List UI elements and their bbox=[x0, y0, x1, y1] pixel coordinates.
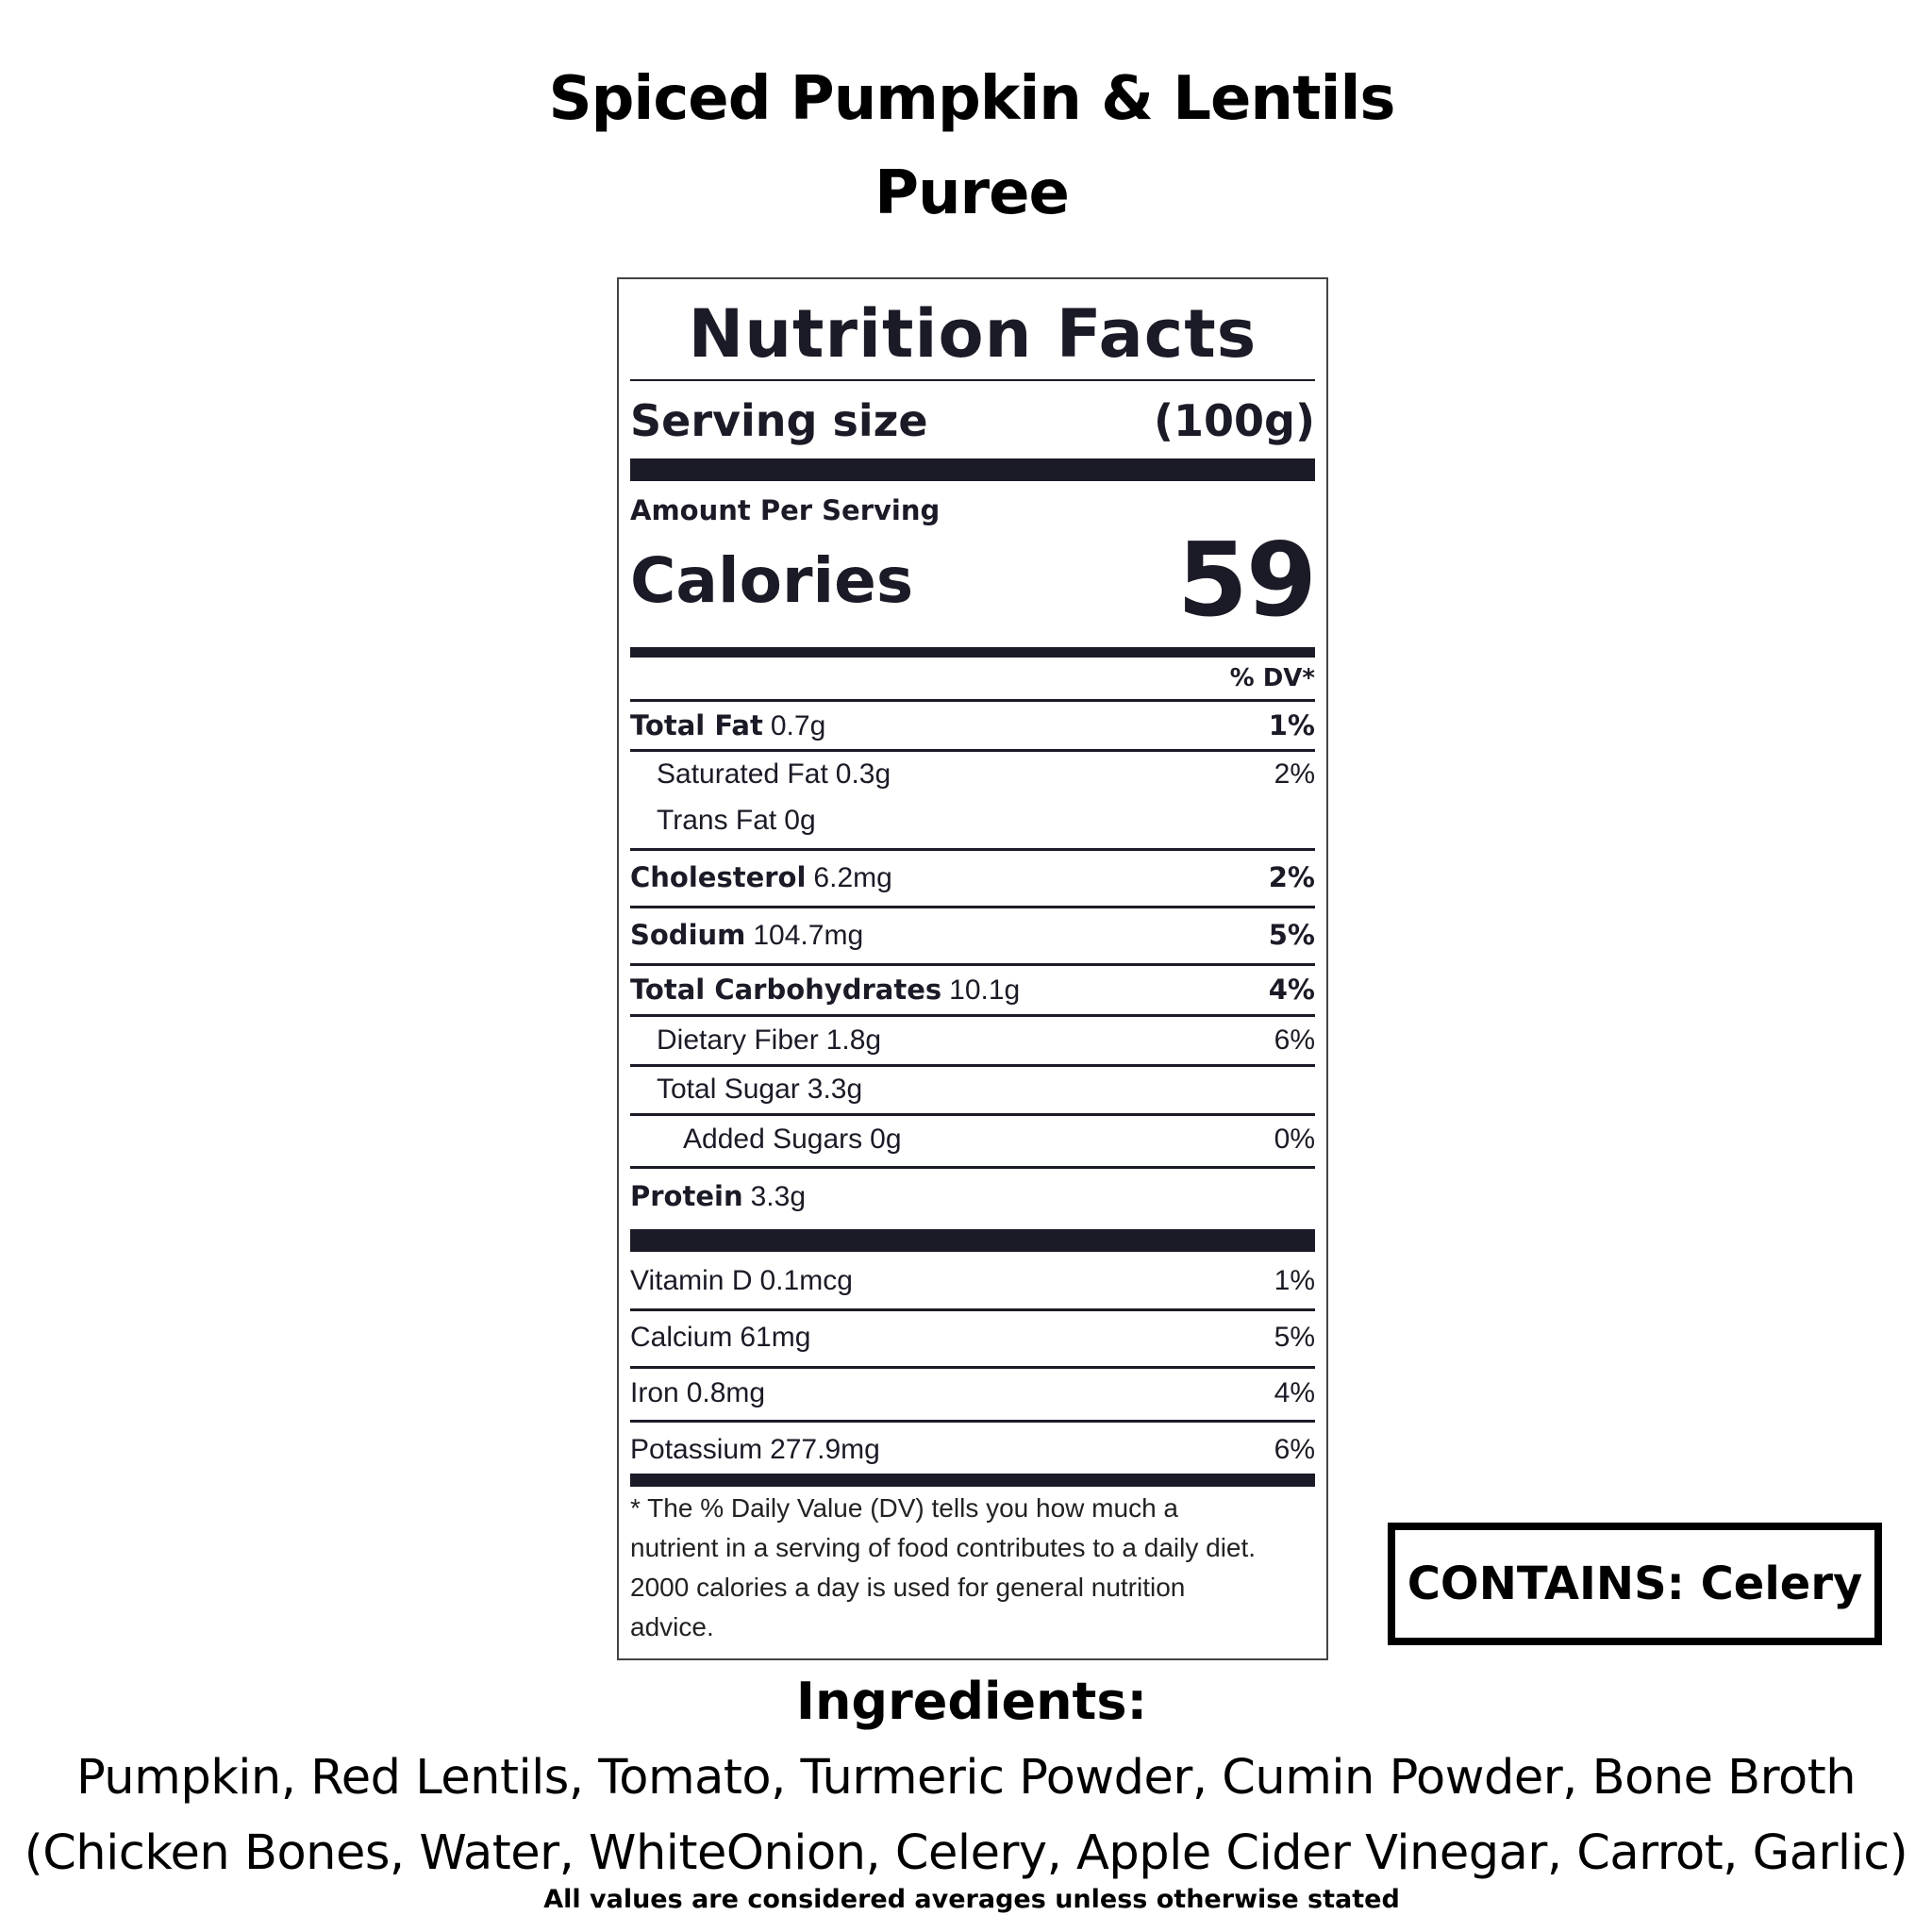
nutrient-name: Trans Fat bbox=[657, 805, 777, 836]
nutrient-dv: 2% bbox=[1274, 758, 1315, 790]
nutrient-amount: 6.2mg bbox=[813, 861, 892, 893]
ingredients-line: (Chicken Bones, Water, WhiteOnion, Celery, Apple Cider Vinegar, Carrot, Garlic) bbox=[24, 1825, 1908, 1881]
serving-size-label: Serving size bbox=[630, 395, 928, 446]
nutrient-amount: 10.1g bbox=[949, 974, 1021, 1006]
nutrient-dv: 2% bbox=[1268, 861, 1315, 893]
nutrient-dv: 4% bbox=[1268, 974, 1315, 1006]
calories-value: 59 bbox=[1176, 521, 1315, 640]
nutrient-row-cholesterol bbox=[630, 851, 1315, 904]
footnote-line: nutrient in a serving of food contributes to a daily diet. bbox=[630, 1533, 1257, 1562]
nutrient-amount: 104.7mg bbox=[753, 919, 864, 951]
nutrient-name: Sodium bbox=[630, 918, 746, 951]
nutrient-row-saturated-fat bbox=[657, 752, 1315, 797]
vitamin-dv: 5% bbox=[1274, 1322, 1315, 1353]
footnote-line: 2000 calories a day is used for general nutrition bbox=[630, 1573, 1186, 1602]
thick-divider bbox=[630, 647, 1315, 658]
product-title-line2: Puree bbox=[874, 158, 1069, 228]
vitamin-name: Iron bbox=[630, 1377, 679, 1408]
nutrient-dv: 5% bbox=[1268, 919, 1315, 951]
dv-header-row bbox=[630, 658, 1315, 698]
ingredients-line: Pumpkin, Red Lentils, Tomato, Turmeric Powder, Cumin Powder, Bone Broth bbox=[75, 1750, 1857, 1806]
dv-header: % DV* bbox=[1229, 664, 1315, 692]
vitamin-name: Potassium bbox=[630, 1434, 763, 1465]
footnote-line: * The % Daily Value (DV) tells you how much a bbox=[630, 1493, 1178, 1523]
vitamin-amount: 0.1mcg bbox=[759, 1265, 853, 1296]
nutrient-amount: 3.3g bbox=[750, 1180, 806, 1212]
nutrient-name: Protein bbox=[630, 1179, 743, 1212]
footnote-line: advice. bbox=[630, 1612, 714, 1641]
nutrient-row-total-fat bbox=[630, 703, 1315, 748]
vitamin-amount: 61mg bbox=[740, 1322, 811, 1353]
nutrient-dv: 1% bbox=[1268, 709, 1315, 741]
nutrient-row-protein bbox=[630, 1169, 1315, 1224]
allergen-box: CONTAINS: Celery bbox=[1388, 1523, 1882, 1645]
nutrient-name: Cholesterol bbox=[630, 860, 807, 893]
nutrient-amount: 0g bbox=[784, 805, 816, 836]
nutrient-name: Total Carbohydrates bbox=[630, 973, 942, 1006]
nutrient-name: Dietary Fiber bbox=[657, 1024, 819, 1056]
serving-size-value: (100g) bbox=[1154, 395, 1315, 446]
divider bbox=[630, 699, 1315, 702]
nutrient-row-added-sugars bbox=[683, 1116, 1315, 1163]
vitamin-row-calcium bbox=[630, 1311, 1315, 1364]
nutrient-dv: 6% bbox=[1274, 1024, 1315, 1056]
product-title: Spiced Pumpkin & Lentils bbox=[548, 64, 1395, 134]
vitamin-dv: 1% bbox=[1274, 1265, 1315, 1296]
serving-size-row bbox=[630, 391, 1315, 451]
nutrition-facts-label bbox=[617, 277, 1328, 1660]
nutrition-facts-heading: Nutrition Facts bbox=[688, 295, 1257, 373]
disclaimer: All values are considered averages unless otherwise stated bbox=[543, 1885, 1400, 1914]
thick-divider bbox=[630, 458, 1315, 481]
nutrient-row-sodium bbox=[630, 908, 1315, 961]
vitamin-dv: 4% bbox=[1274, 1377, 1315, 1408]
nutrient-row-total-sugar bbox=[657, 1067, 1315, 1112]
thick-divider bbox=[630, 1474, 1315, 1487]
nutrient-amount: 0.7g bbox=[770, 709, 826, 741]
nutrient-name: Saturated Fat bbox=[657, 758, 828, 790]
nutrient-name: Total Sugar bbox=[657, 1074, 800, 1105]
calories-row bbox=[630, 521, 1315, 640]
ingredients-heading: Ingredients: bbox=[795, 1672, 1148, 1731]
nutrient-amount: 3.3g bbox=[807, 1074, 863, 1105]
vitamin-row-potassium bbox=[630, 1423, 1315, 1477]
thick-divider bbox=[630, 1229, 1315, 1252]
nutrient-dv: 0% bbox=[1274, 1124, 1315, 1155]
dv-footnote bbox=[630, 1489, 1289, 1647]
nutrient-amount: 0.3g bbox=[835, 758, 891, 790]
amount-per-serving: Amount Per Serving bbox=[630, 494, 941, 526]
nutrient-amount: 1.8g bbox=[825, 1024, 882, 1056]
vitamin-name: Calcium bbox=[630, 1322, 733, 1353]
calories-label: Calories bbox=[630, 543, 914, 617]
vitamin-name: Vitamin D bbox=[630, 1265, 753, 1296]
nutrient-row-trans-fat bbox=[657, 797, 1315, 844]
nutrient-row-dietary-fiber bbox=[657, 1017, 1315, 1064]
vitamin-row-vitamin-d bbox=[630, 1257, 1315, 1306]
vitamin-dv: 6% bbox=[1274, 1434, 1315, 1465]
vitamin-row-iron bbox=[630, 1369, 1315, 1418]
nutrient-amount: 0g bbox=[870, 1124, 902, 1155]
nutrient-name: Added Sugars bbox=[683, 1124, 863, 1155]
nutrient-row-total-carbohydrates bbox=[630, 966, 1315, 1013]
vitamin-amount: 277.9mg bbox=[770, 1434, 880, 1465]
divider bbox=[630, 379, 1315, 381]
vitamin-amount: 0.8mg bbox=[686, 1377, 766, 1408]
nutrient-name: Total Fat bbox=[630, 708, 763, 741]
